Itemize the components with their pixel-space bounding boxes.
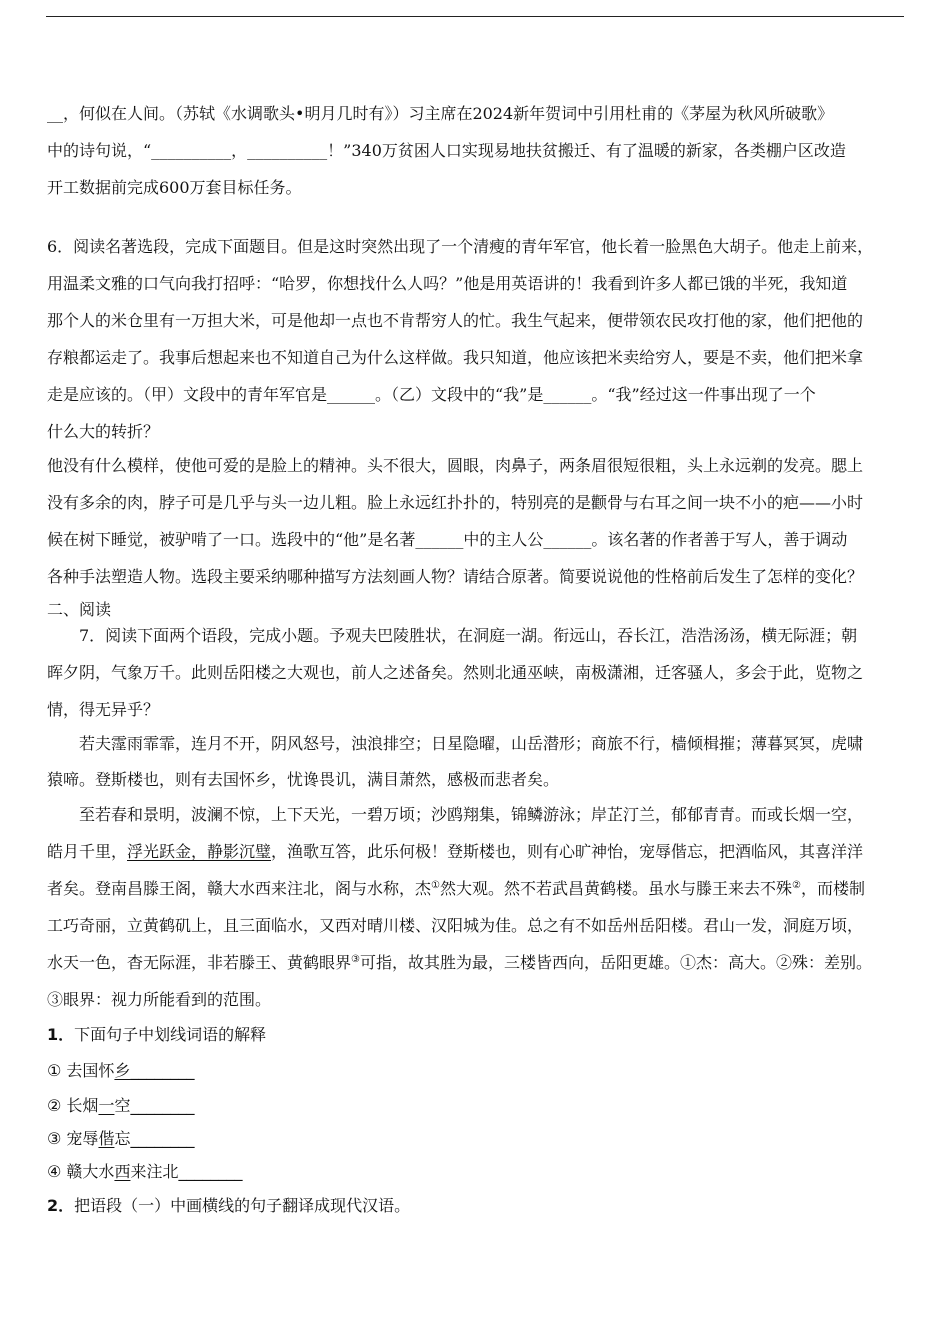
q6-line: 走是应该的。（甲）文段中的青年军官是______。（乙）文段中的“我”是______。“我”经过这一件事出现了一个 <box>47 385 816 404</box>
q6-line: 6．阅读名著选段，完成下面题目。但是这时突然出现了一个清瘦的青年军官，他长着一脸黑色大胡子。他走上前来， <box>47 237 874 256</box>
subquestion-number: 2． <box>47 1196 75 1215</box>
subquestion-2-title <box>47 1196 907 1216</box>
footnote-mark: ③ <box>351 954 360 965</box>
underlined-word: 西 <box>114 1162 131 1181</box>
q7-p3-text: 可指，故其胜为最，三楼皆西向，岳阳更雄。①杰：高大。②殊：差别。 <box>359 953 872 972</box>
vocab-blank: 忘________ <box>114 1129 195 1148</box>
vocab-item <box>47 1129 907 1149</box>
subquestion-text: 下面句子中划线词语的解释 <box>74 1025 267 1044</box>
underlined-word: 乡 <box>114 1061 131 1080</box>
q7-p3-line <box>47 953 907 973</box>
q7-p2-line: 猿啼。登斯楼也，则有去国怀乡，忧谗畏讥，满目萧然，感极而悲者矣。 <box>47 770 560 789</box>
footnote-mark: ② <box>792 880 801 891</box>
q7-p3-text: ，而楼制 <box>800 879 865 898</box>
vocab-prefix: ④ 赣大水 <box>47 1162 115 1181</box>
underlined-word: 一 <box>98 1096 115 1115</box>
subquestion-1-title <box>47 1025 907 1045</box>
q7-p3-line <box>47 842 907 862</box>
section-heading: 二、阅读 <box>47 600 112 619</box>
q7-p3-line <box>47 879 907 899</box>
q7-p3-text: ，渔歌互答，此乐何极！登斯楼也，则有心旷神怡，宠辱偕忘，把酒临风，其喜洋洋 <box>271 842 864 861</box>
q6-line: 用温柔文雅的口气向我打招呼：“哈罗，你想找什么人吗？”他是用英语讲的！我看到许多人都已饿的半死，我知道 <box>47 274 848 293</box>
q7-p1-line: 7．阅读下面两个语段，完成小题。予观夫巴陵胜状，在洞庭一湖。衔远山，吞长江，浩浩汤汤，横无际涯；朝 <box>79 626 858 645</box>
q5-line-3: 开工数据前完成600万套目标任务。 <box>47 178 302 197</box>
vocab-prefix: ② 长烟 <box>47 1096 99 1115</box>
vocab-item <box>47 1061 907 1081</box>
q6-line: 候在树下睡觉，被驴啃了一口。选段中的“他”是名著______中的主人公______。该名著的作者善于写人，善于调动 <box>47 530 848 549</box>
q6-line: 他没有什么模样，使他可爱的是脸上的精神。头不很大，圆眼，肉鼻子，两条眉很短很粗，头上永远剃的发亮。腮上 <box>47 456 864 475</box>
q7-p2-line: 若夫霪雨霏霏，连月不开，阴风怒号，浊浪排空；日星隐曜，山岳潜形；商旅不行，樯倾楫摧；薄暮冥冥，虎啸 <box>79 734 864 753</box>
vocab-prefix: ③ 宠辱 <box>47 1129 99 1148</box>
q7-p3-line: 至若春和景明，波澜不惊，上下天光，一碧万顷；沙鸥翔集，锦鳞游泳；岸芷汀兰，郁郁青青。而或长烟一空， <box>79 805 864 824</box>
vocab-item <box>47 1162 907 1182</box>
q7-p1-line: 情，得无异乎？ <box>47 700 160 719</box>
q6-line: 那个人的米仓里有一万担大米，可是他却一点也不肯帮穷人的忙。我生气起来，便带领农民攻打他的家，他们把他的 <box>47 311 864 330</box>
q7-p3-text: 然大观。然不若武昌黄鹤楼。虽水与滕王来去不殊 <box>439 879 792 898</box>
underlined-word: 偕 <box>98 1129 115 1148</box>
q6-line: 没有多余的肉，脖子可是几乎与头一边儿粗。脸上永远红扑扑的，特别亮的是颧骨与右耳之间一块不小的疤——小时 <box>47 493 864 512</box>
header-rule <box>46 16 904 17</box>
q7-p3-text: 皓月千里， <box>47 842 128 861</box>
q7-p3-text: 水天一色，杳无际涯，非若滕王、黄鹤眼界 <box>47 953 352 972</box>
q7-p1-line: 晖夕阴，气象万千。此则岳阳楼之大观也，前人之述备矣。然则北通巫峡，南极潇湘，迁客骚人，多会于此，览物之 <box>47 663 864 682</box>
vocab-item <box>47 1096 907 1116</box>
q7-p3-line: 工巧奇丽，立黄鹤矶上，且三面临水，又西对晴川楼、汉阳城为佳。总之有不如岳州岳阳楼。君山一发，洞庭万顷， <box>47 916 864 935</box>
footnote-mark: ① <box>431 880 440 891</box>
q7-p3-text: 者矣。登南昌滕王阁，赣大水西来注北，阁与水称，杰 <box>47 879 432 898</box>
vocab-prefix: ① 去国怀 <box>47 1061 115 1080</box>
q6-line: 各种手法塑造人物。选段主要采纳哪种描写方法刻画人物？请结合原著。简要说说他的性格前后发生了怎样的变化？ <box>47 567 864 586</box>
q6-line: 存粮都运走了。我事后想起来也不知道自己为什么这样做。我只知道，他应该把米卖给穷人，要是不卖，他们把米拿 <box>47 348 864 367</box>
vocab-blank: 空________ <box>114 1096 195 1115</box>
q5-line-2: 中的诗句说，“__________，__________！”340万贫困人口实现易地扶贫搬迁、有了温暖的新家，各类棚户区改造 <box>47 141 846 160</box>
vocab-blank: 来注北________ <box>130 1162 243 1181</box>
vocab-blank: ________ <box>130 1061 195 1080</box>
subquestion-number: 1． <box>47 1025 75 1044</box>
q7-footnote-line: ③眼界：视力所能看到的范围。 <box>47 990 272 1009</box>
q5-line-1: __，何似在人间。（苏轼《水调歌头•明月几时有》）习主席在2024新年贺词中引用杜甫的《茅屋为秋风所破歌》 <box>47 104 834 123</box>
subquestion-text: 把语段（一）中画横线的句子翻译成现代汉语。 <box>74 1196 411 1215</box>
underlined-sentence: 浮光跃金，静影沉璧 <box>127 842 272 861</box>
q6-line: 什么大的转折？ <box>47 422 160 441</box>
